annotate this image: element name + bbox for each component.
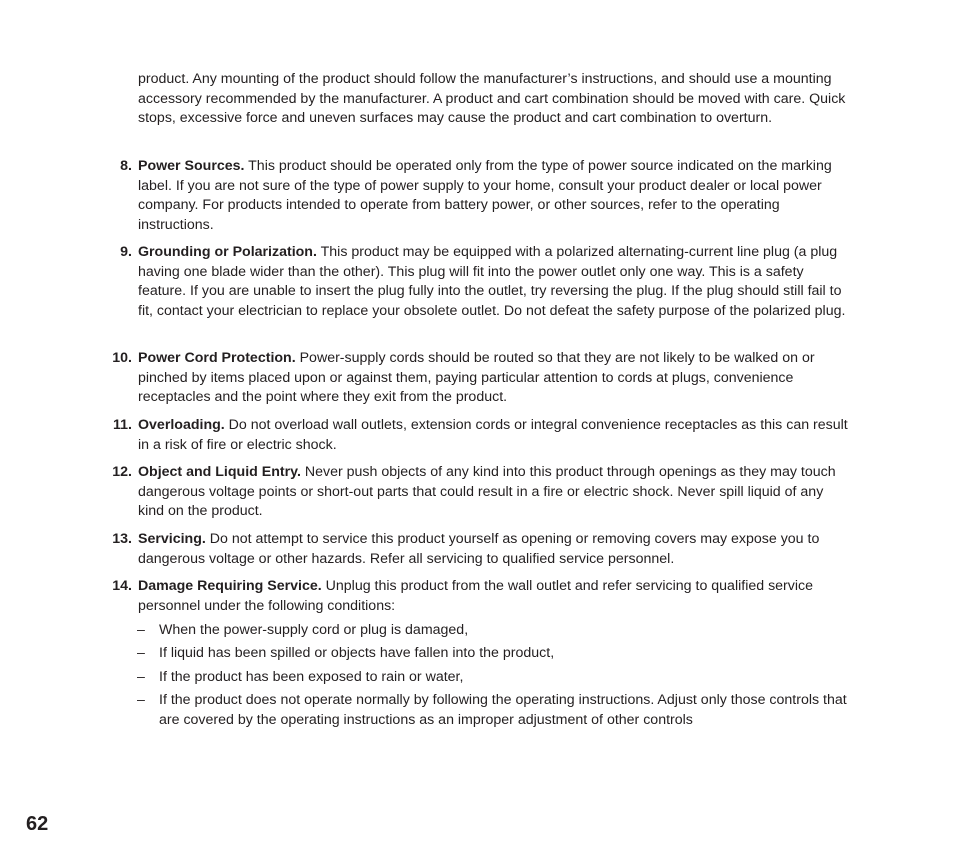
dash-bullet: – [137, 645, 145, 661]
item-number: 8. [120, 158, 132, 174]
item-number: 12. [112, 464, 132, 480]
item-text: Power-supply cords should be routed so that they are not likely to be walked on or pinched by items placed upon or against them, paying particular attention to cords at plugs, convenience receptacles and the point where they exit from the product. [138, 350, 815, 406]
item-body [138, 463, 850, 522]
page-number: 62 [26, 813, 49, 835]
item-body [138, 243, 850, 321]
item-body [138, 577, 850, 616]
item-number: 14. [112, 578, 132, 594]
item-text: This product should be operated only from the type of power source indicated on the marking label. If you are not sure of the type of power supply to your home, consult your product dealer or local power company. For products intended to operate from battery power, or other sources, refer to the operating instructions. [138, 158, 832, 233]
item-text: Never push objects of any kind into this product through openings as they may touch dangerous voltage points or short-out parts that could result in a fire or electric shock. Never spill liquid of any kind on the product. [138, 464, 836, 520]
item-text: This product may be equipped with a polarized alternating-current line plug (a plug having one blade wider than the other). This plug will fit into the power outlet only one way. This is a safety feature. If you are unable to insert the plug fully into the outlet, try reversing the plug. If the plug should still fail to fit, contact your electrician to replace your obsolete outlet. Do not defeat the safety purpose of the polarized plug. [138, 244, 846, 319]
sub-item-text: When the power-supply cord or plug is damaged, [159, 622, 469, 638]
item-text: Do not overload wall outlets, extension cords or integral convenience receptacles as this can result in a risk of fire or electric shock. [138, 417, 848, 453]
dash-bullet: – [137, 622, 145, 638]
item-number: 13. [112, 531, 132, 547]
item-title: Servicing. [138, 531, 206, 547]
item-body [138, 530, 850, 569]
item-body [138, 157, 850, 235]
item-number: 9. [120, 244, 132, 260]
item-title: Damage Requiring Service. [138, 578, 322, 594]
sub-item-text: If the product does not operate normally by following the operating instructions. Adjust only those controls that are covered by the operating instructions as an improper adjustment of other controls [159, 692, 847, 728]
item-title: Grounding or Polarization. [138, 244, 317, 260]
item-body [138, 349, 850, 408]
item-number: 11. [113, 417, 132, 433]
item-title: Power Sources. [138, 158, 245, 174]
item-number: 10. [112, 350, 132, 366]
item-title: Power Cord Protection. [138, 350, 296, 366]
sub-item-text: If the product has been exposed to rain or water, [159, 669, 464, 685]
item-body [138, 416, 850, 455]
item-title: Object and Liquid Entry. [138, 464, 301, 480]
item-title: Overloading. [138, 417, 225, 433]
sub-item-text: If liquid has been spilled or objects have fallen into the product, [159, 645, 555, 661]
dash-bullet: – [137, 692, 145, 708]
item-text: Unplug this product from the wall outlet and refer servicing to qualified service personnel under the following conditions: [138, 578, 814, 614]
intro-paragraph: product. Any mounting of the product should follow the manufacturer’s instructions, and should use a mounting accessory recommended by the manufacturer. A product and cart combination should be moved with care. Quick stops, excessive force and uneven surfaces may cause the product and cart combination to overturn. [138, 71, 846, 127]
dash-bullet: – [137, 669, 145, 685]
item-text: Do not attempt to service this product yourself as opening or removing covers may expose you to dangerous voltage or other hazards. Refer all servicing to qualified service personnel. [138, 531, 820, 567]
